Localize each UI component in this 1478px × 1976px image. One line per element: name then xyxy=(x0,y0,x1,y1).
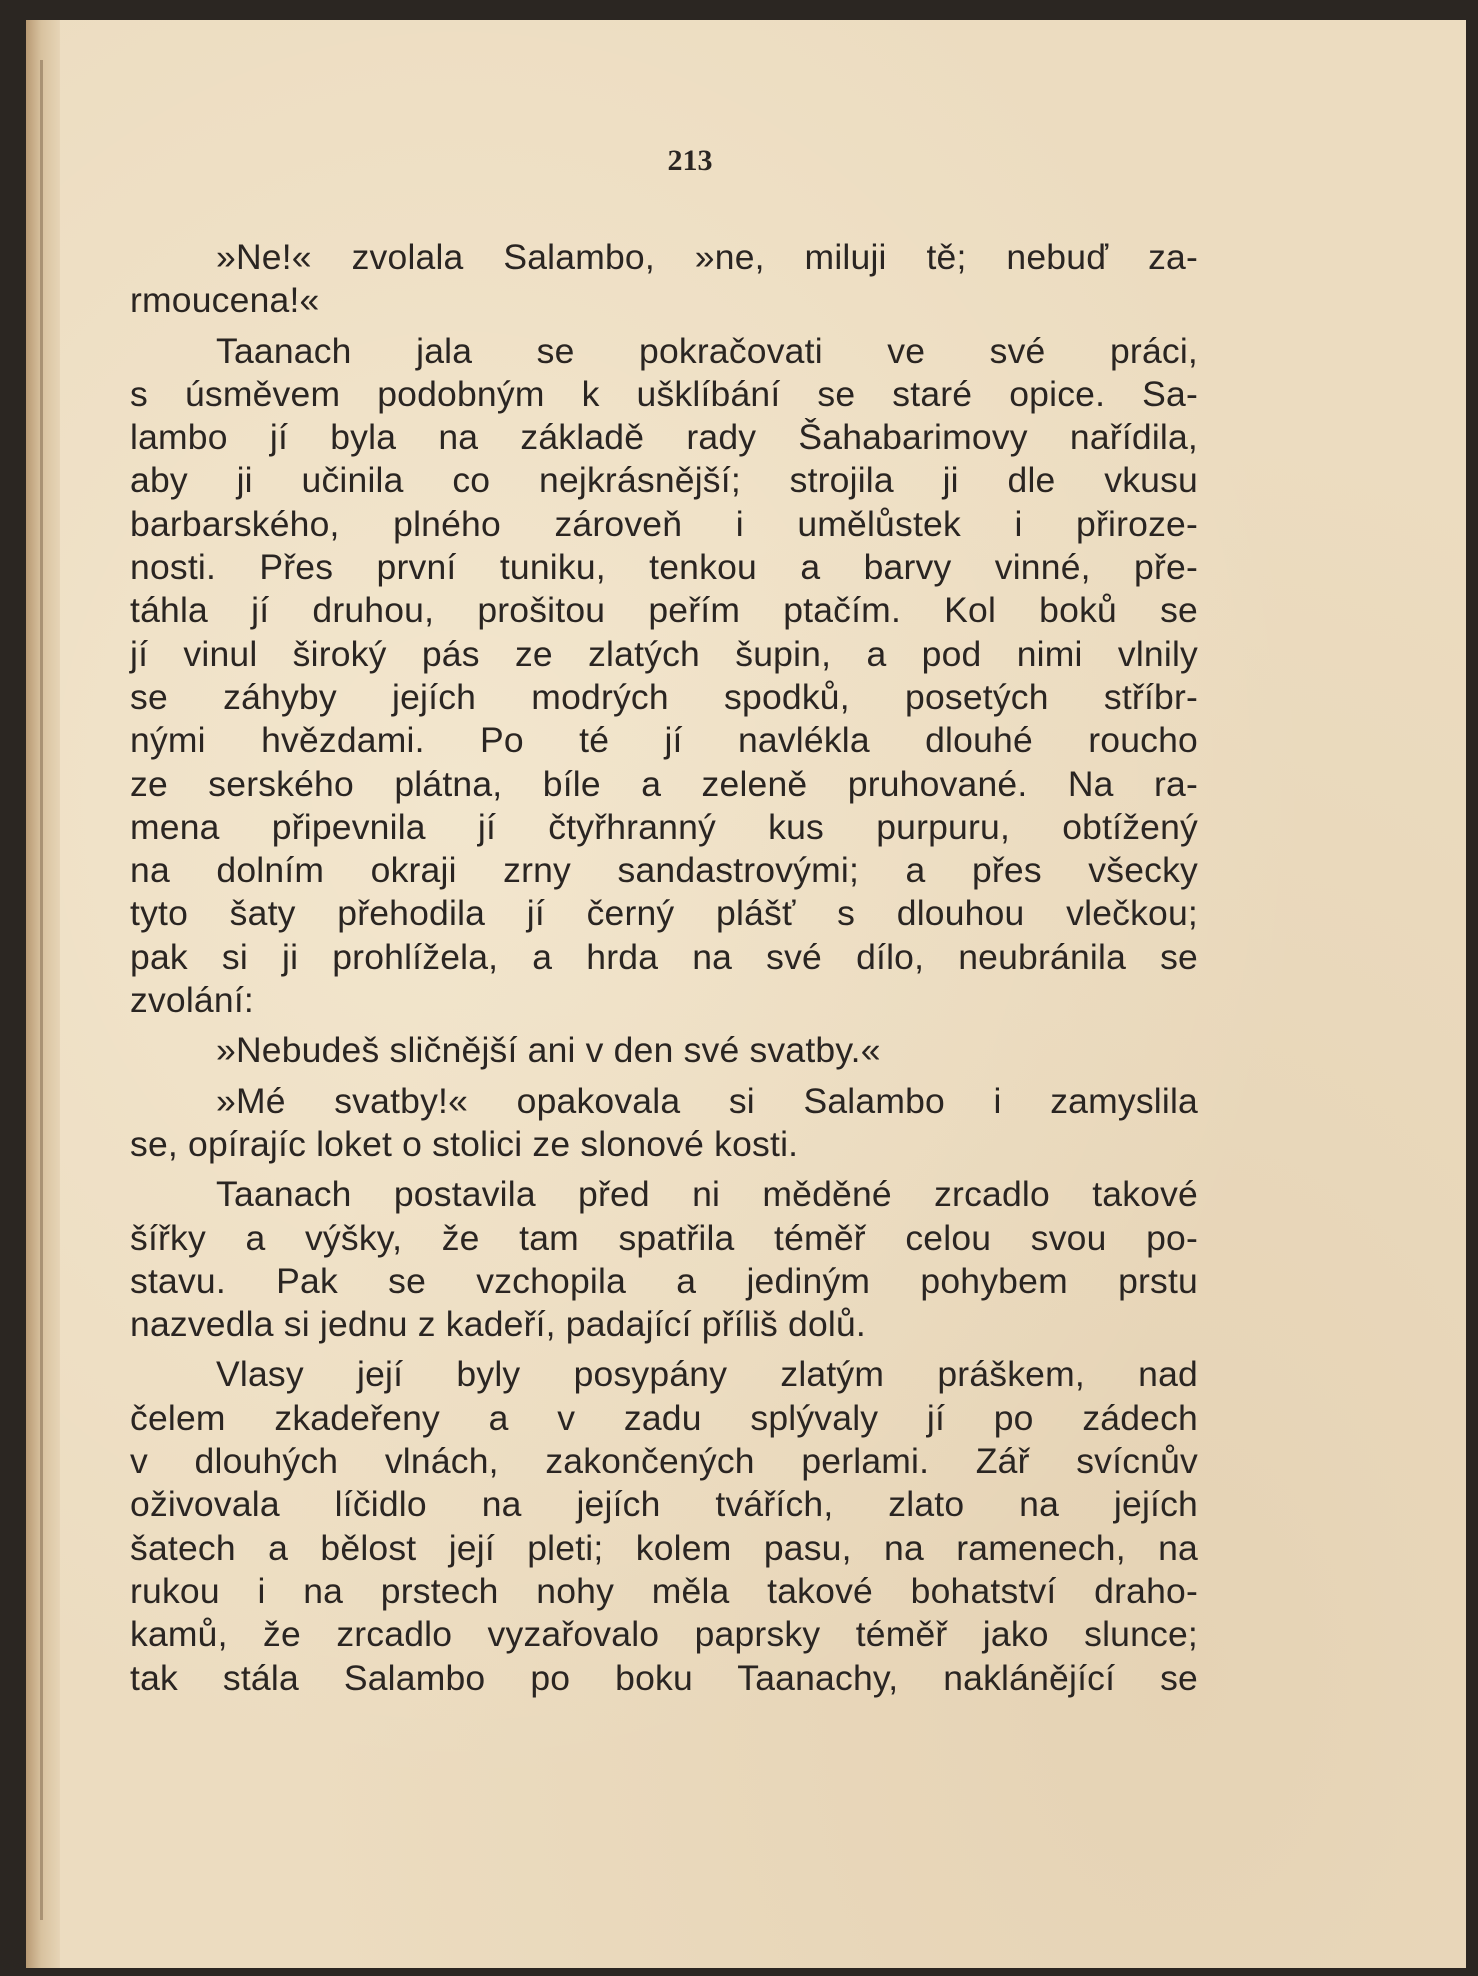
paragraph xyxy=(130,330,1198,1023)
text-line: aby ji učinila co nejkrásnější; strojila ji dle vkusu xyxy=(130,460,1198,501)
paragraph xyxy=(130,1029,1198,1072)
text-line: šířky a výšky, že tam spatřila téměř celou svou po- xyxy=(130,1217,1198,1258)
text-line: lambo jí byla na základě rady Šahabarimovy nařídila, xyxy=(130,417,1198,458)
text-line: barbarského, plného zároveň i umělůstek i přiroze- xyxy=(130,503,1198,544)
text-line: zvolání: xyxy=(130,980,254,1021)
text-line: tyto šaty přehodila jí černý plášť s dlouhou vlečkou; xyxy=(130,893,1198,934)
text-line: nosti. Přes první tuniku, tenkou a barvy vinné, pře- xyxy=(130,547,1198,588)
paragraph xyxy=(130,1080,1198,1167)
text-line: stavu. Pak se vzchopila a jediným pohybem prstu xyxy=(130,1260,1198,1301)
text-line: Vlasy její byly posypány zlatým práškem, nad xyxy=(216,1354,1198,1395)
text-line: s úsměvem podobným k ušklíbání se staré opice. Sa- xyxy=(130,373,1198,414)
book-page xyxy=(26,20,1466,1968)
text-line: jí vinul široký pás ze zlatých šupin, a pod nimi vlnily xyxy=(130,633,1198,674)
text-line: tak stála Salambo po boku Taanachy, naklánějící se xyxy=(130,1657,1198,1698)
paragraph-gap xyxy=(130,323,1198,330)
text-line: čelem zkadeřeny a v zadu splývaly jí po zádech xyxy=(130,1397,1198,1438)
paragraph-gap xyxy=(130,1022,1198,1029)
text-line: Taanach jala se pokračovati ve své práci, xyxy=(216,330,1198,371)
paragraph-gap xyxy=(130,1166,1198,1173)
text-line: pak si ji prohlížela, a hrda na své dílo, neubránila se xyxy=(130,936,1198,977)
text-line: na dolním okraji zrny sandastrovými; a přes všecky xyxy=(130,850,1198,891)
paragraph-gap xyxy=(130,1073,1198,1080)
paragraph-gap xyxy=(130,1346,1198,1353)
page-number: 213 xyxy=(667,144,713,177)
text-line: se záhyby jejích modrých spodků, posetých stříbr- xyxy=(130,676,1198,717)
paragraph xyxy=(130,1353,1198,1699)
text-line: šatech a bělost její pleti; kolem pasu, na ramenech, na xyxy=(130,1527,1198,1568)
text-line: »Mé svatby!« opakovala si Salambo i zamyslila xyxy=(216,1080,1198,1121)
text-line: v dlouhých vlnách, zakončených perlami. Zář svícnův xyxy=(130,1441,1198,1482)
text-line: nými hvězdami. Po té jí navlékla dlouhé roucho xyxy=(130,720,1198,761)
paragraph xyxy=(130,236,1198,323)
text-line: oživovala líčidlo na jejích tvářích, zlato na jejích xyxy=(130,1484,1198,1525)
text-line: nazvedla si jednu z kadeří, padající příliš dolů. xyxy=(130,1304,866,1345)
text-line: táhla jí druhou, prošitou peřím ptačím. Kol boků se xyxy=(130,590,1198,631)
body-text xyxy=(130,236,1198,1700)
text-line: Taanach postavila před ni měděné zrcadlo takové xyxy=(216,1174,1198,1215)
text-line: kamů, že zrcadlo vyzařovalo paprsky téměř jako slunce; xyxy=(130,1614,1198,1655)
text-line: rmoucena!« xyxy=(130,280,320,321)
text-line: se, opírajíc loket o stolici ze slonové kosti. xyxy=(130,1123,799,1164)
text-line: »Nebudeš sličnější ani v den své svatby.« xyxy=(216,1030,881,1071)
text-line: ze serského plátna, bíle a zeleně pruhované. Na ra- xyxy=(130,763,1198,804)
paragraph xyxy=(130,1173,1198,1346)
text-line: mena připevnila jí čtyřhranný kus purpuru, obtížený xyxy=(130,806,1198,847)
text-line: »Ne!« zvolala Salambo, »ne, miluji tě; nebuď za- xyxy=(216,237,1198,277)
book-gutter xyxy=(26,20,60,1968)
gutter-binding-line xyxy=(40,60,43,1920)
text-line: rukou i na prstech nohy měla takové bohatství draho- xyxy=(130,1570,1198,1611)
